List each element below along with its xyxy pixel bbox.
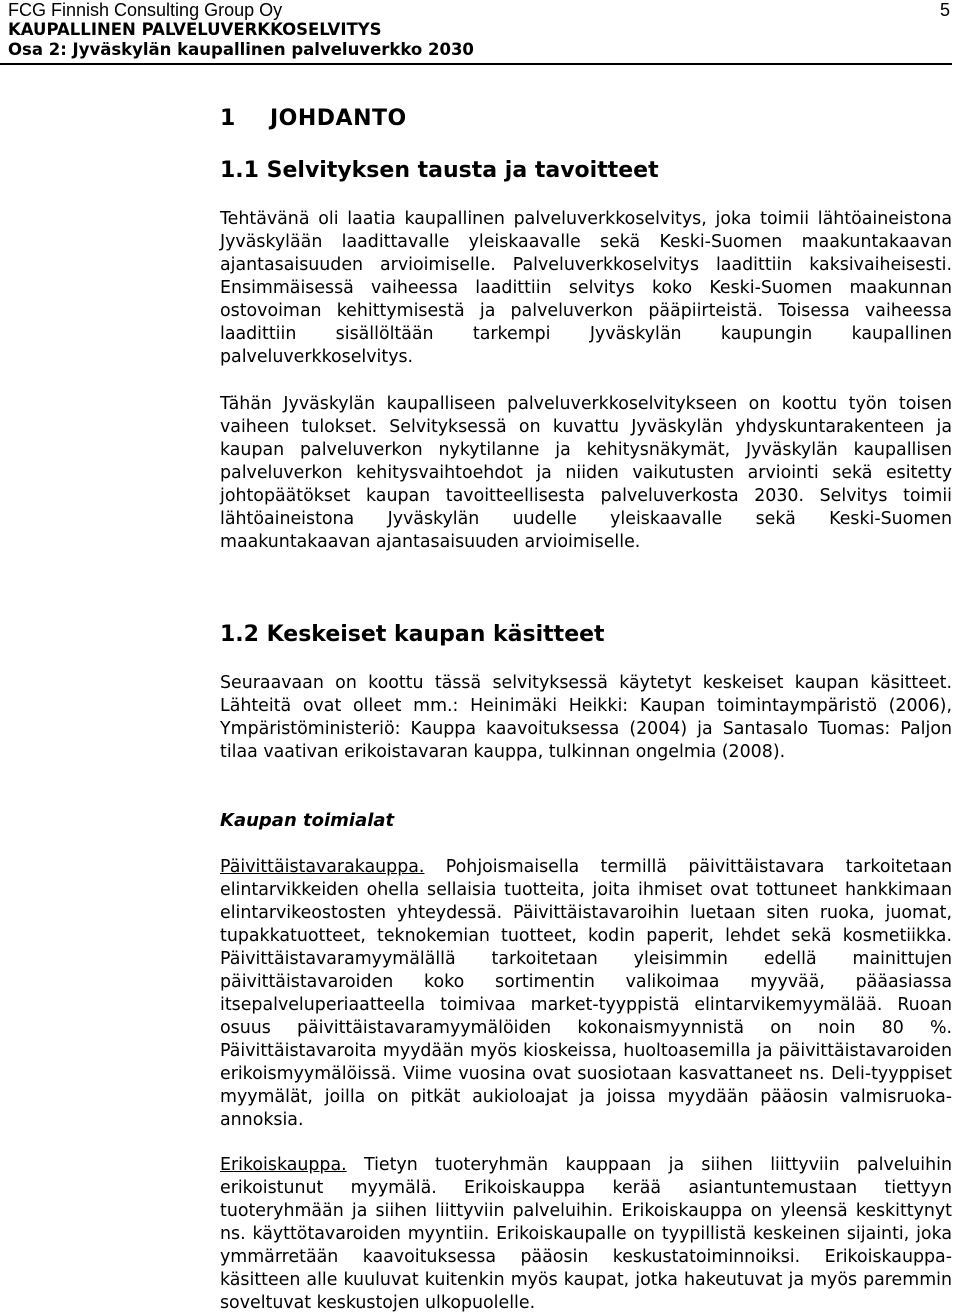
document-title: KAUPALLINEN PALVELUVERKKOSELVITYS [8,20,382,39]
document-part: Osa 2: Jyväskylän kaupallinen palveluverkko 2030 [8,40,474,59]
definition-text-erikoiskauppa: Tietyn tuoteryhmän kauppaan ja siihen liittyviin palveluihin erikoistunut myymälä. Erikoiskauppa kerää asiantuntemustaan tiettyyn tuoteryhmään ja siihen liittyviin palveluihin. Erikoiskauppa on yleensä keskittynyt ns. käyttötavaroiden myyntiin. Erikoiskaupalle on tyypillistä keskeinen sijainti, joka ymmärretään kaavoituksessa pääosin keskustatoiminnoiksi. Erikoiskauppa-käsitteen alle kuuluvat kuitenkin myös kaupat, jotka hakeutuvat ja myös paremmin soveltuvat keskustojen ulkopuolelle. [220,1155,952,1313]
subheading-kaupan-toimialat: Kaupan toimialat [220,810,395,831]
term-erikoiskauppa: Erikoiskauppa. [220,1155,347,1175]
chapter-number: 1 [220,106,236,131]
term-paivittaistavarakauppa: Päivittäistavarakauppa. [220,857,425,877]
definition-text-paivittaistavarakauppa: Pohjoismaisella termillä päivittäistavara tarkoitetaan elintarvikkeiden ohella sellaisia tuotteita, joita ihmiset ovat tottuneet hankkimaan elintarvikeostosten yhteydessä. Päivittäistavaroihin luetaan siten ruoka, juomat, tupakkatuotteet, teknokemian tuotteet, kodin paperit, lehdet sekä kosmetiikka. Päivittäistavaramyymälällä tarkoitetaan yleisimmin edellä mainittujen päivittäistavaroiden koko sortimentin valikoimaa myyvää, pääasiassa itsepalveluperiaatteella toimivaa market-tyyppistä elintarvikemyymälää. Ruoan osuus päivittäistavaramyymälöiden kokonaismyynnistä on noin 80 %. Päivittäistavaroita myydään myös kioskeissa, huoltoasemilla ja päivittäistavaroiden erikoismyymälöissä. Viime vuosina ovat suosiotaan kasvattaneet ns. Deli-tyyppiset myymälät, joilla on pitkät aukioloajat ja joissa myydään pääosin valmisruoka-annoksia. [220,857,952,1130]
section-heading-1-2: 1.2 Keskeiset kaupan käsitteet [220,622,605,647]
section-1-2-paragraph-1: Seuraavaan on koottu tässä selvityksessä käytetyt keskeiset kaupan käsitteet. Lähteitä ovat olleet mm.: Heinimäki Heikki: Kaupan toimintaympäristö (2006), Ympäristöministeriö: Kauppa kaavoituksessa (2004) ja Santasalo Tuomas: Paljon tilaa vaativan erikoistavaran kauppa, tulkinnan ongelmia (2008). [220,673,952,762]
company-name: FCG Finnish Consulting Group Oy [8,0,283,20]
page-number: 5 [939,0,950,20]
page-header [8,0,952,60]
section-1-1-paragraph-1: Tehtävänä oli laatia kaupallinen palveluverkkoselvitys, joka toimii lähtöaineistona Jyväskylään laadittavalle yleiskaavalle sekä Keski-Suomen maakuntakaavan ajantasaisuuden arvioimiselle. Palveluverkkoselvitys laadittiin kaksivaiheisesti. Ensimmäisessä vaiheessa laadittiin selvitys koko Keski-Suomen maakunnan ostovoiman kehittymisestä ja palveluverkon pääpiirteistä. Toisessa vaiheessa laadittiin sisällöltään tarkempi Jyväskylän kaupungin kaupallinen palveluverkkoselvitys. [220,209,952,367]
chapter-heading [220,106,407,131]
definition-paivittaistavarakauppa [220,856,952,1132]
definition-erikoiskauppa [220,1154,952,1315]
section-heading-1-1: 1.1 Selvityksen tausta ja tavoitteet [220,158,659,183]
section-1-1-paragraph-2: Tähän Jyväskylän kaupalliseen palveluverkkoselvitykseen on koottu työn toisen vaiheen tulokset. Selvityksessä on kuvattu Jyväskylän yhdyskuntarakenteen ja kaupan palveluverkon nykytilanne ja kehitysnäkymät, Jyväskylän kaupallisen palveluverkon kehitysvaihtoehdot ja niiden vaikutusten arviointi sekä esitetty johtopäätökset kaupan tavoitteellisesta palveluverkosta 2030. Selvitys toimii lähtöaineistona Jyväskylän uudelle yleiskaavalle sekä Keski-Suomen maakuntakaavan ajantasaisuuden arvioimiselle. [220,394,952,552]
header-divider [0,63,952,65]
chapter-title: JOHDANTO [270,106,407,131]
